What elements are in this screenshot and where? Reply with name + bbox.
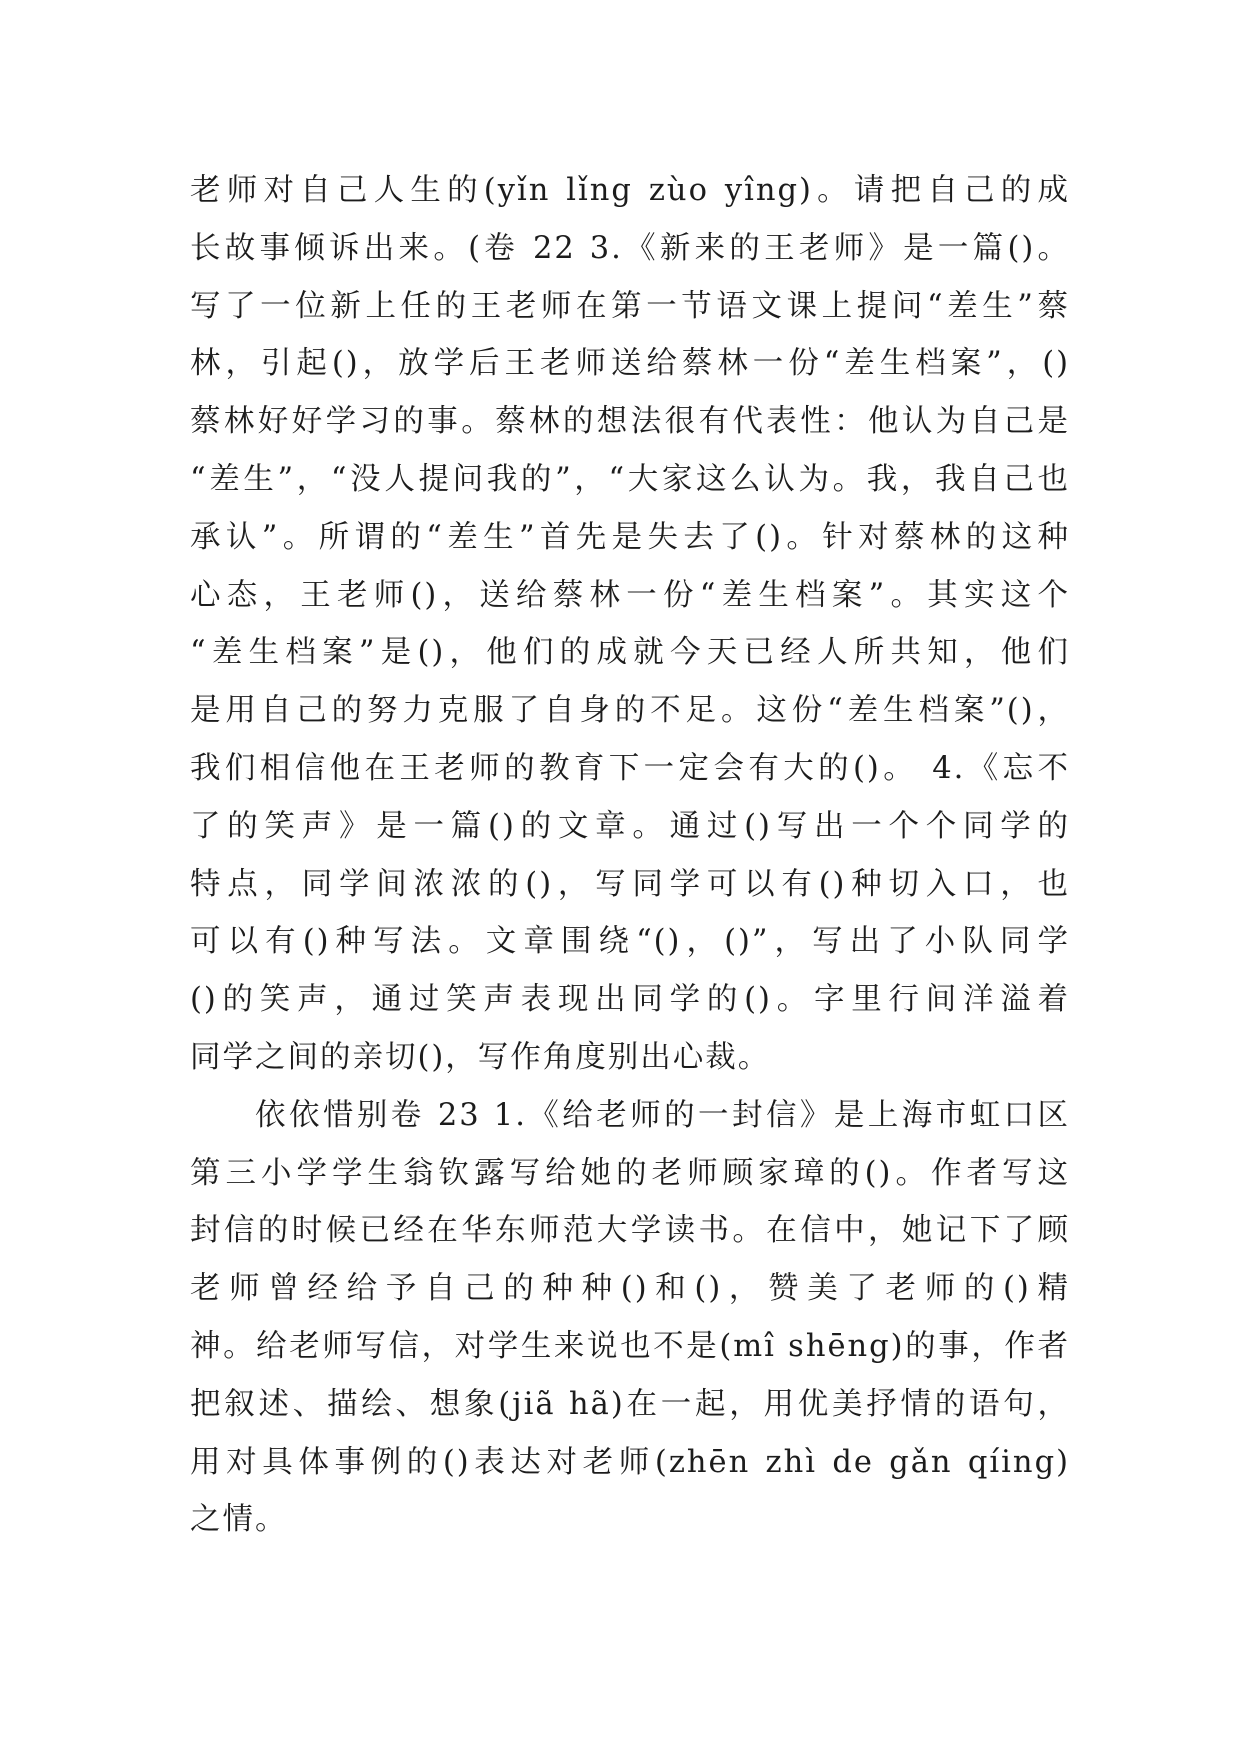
text-line: 第三小学学生翁钦露写给她的老师顾家璋的()。作者写这 [190,1155,1070,1191]
text-line: 我们相信他在王老师的教育下一定会有大的()。 4.《忘不 [190,750,1070,786]
text-line: 把叙述、描绘、想象(jiã hã)在一起，用优美抒情的语句， [190,1386,1070,1422]
text-line: “差生”，“没人提问我的”，“大家这么认为。我，我自己也 [190,461,1070,497]
text-line: 老师曾经给予自己的种种()和()，赞美了老师的()精 [190,1271,1070,1307]
text-line: 特点，同学间浓浓的()，写同学可以有()种切入口，也 [190,866,1070,902]
text-line: 之情。 [190,1502,288,1538]
text-line: 用对具体事例的()表达对老师(zhēn zhì de gǎn qíing) [190,1444,1070,1480]
text-line: “差生档案”是()，他们的成就今天已经人所共知，他们 [190,635,1070,671]
text-line: 长故事倾诉出来。(卷 22 3.《新来的王老师》是一篇()。 [190,230,1070,266]
text-line: 神。给老师写信，对学生来说也不是(mî shēng)的事，作者 [190,1328,1070,1364]
text-line: ()的笑声，通过笑声表现出同学的()。字里行间洋溢着 [190,982,1070,1018]
text-line: 是用自己的努力克服了自身的不足。这份“差生档案”()， [190,693,1070,729]
document-body [190,162,1070,1549]
text-line: 承认”。所谓的“差生”首先是失去了()。针对蔡林的这种 [190,519,1070,555]
text-line: 写了一位新上任的王老师在第一节语文课上提问“差生”蔡 [190,288,1070,324]
text-line: 封信的时候已经在华东师范大学读书。在信中，她记下了顾 [190,1213,1070,1249]
paragraph-first-line: 依依惜别卷 23 1.《给老师的一封信》是上海市虹口区 [255,1097,1070,1133]
text-line: 蔡林好好学习的事。蔡林的想法很有代表性：他认为自己是 [190,404,1070,440]
text-line: 了的笑声》是一篇()的文章。通过()写出一个个同学的 [190,808,1070,844]
text-line: 林，引起()，放学后王老师送给蔡林一份“差生档案”，() [190,346,1070,382]
text-line: 心态，王老师()，送给蔡林一份“差生档案”。其实这个 [190,577,1070,613]
text-line: 老师对自己人生的(yǐn lǐng zùo yîng)。请把自己的成 [190,173,1070,208]
text-line: 同学之间的亲切()，写作角度别出心裁。 [190,1039,771,1075]
text-line: 可以有()种写法。文章围绕“()，()”，写出了小队同学 [190,924,1070,960]
